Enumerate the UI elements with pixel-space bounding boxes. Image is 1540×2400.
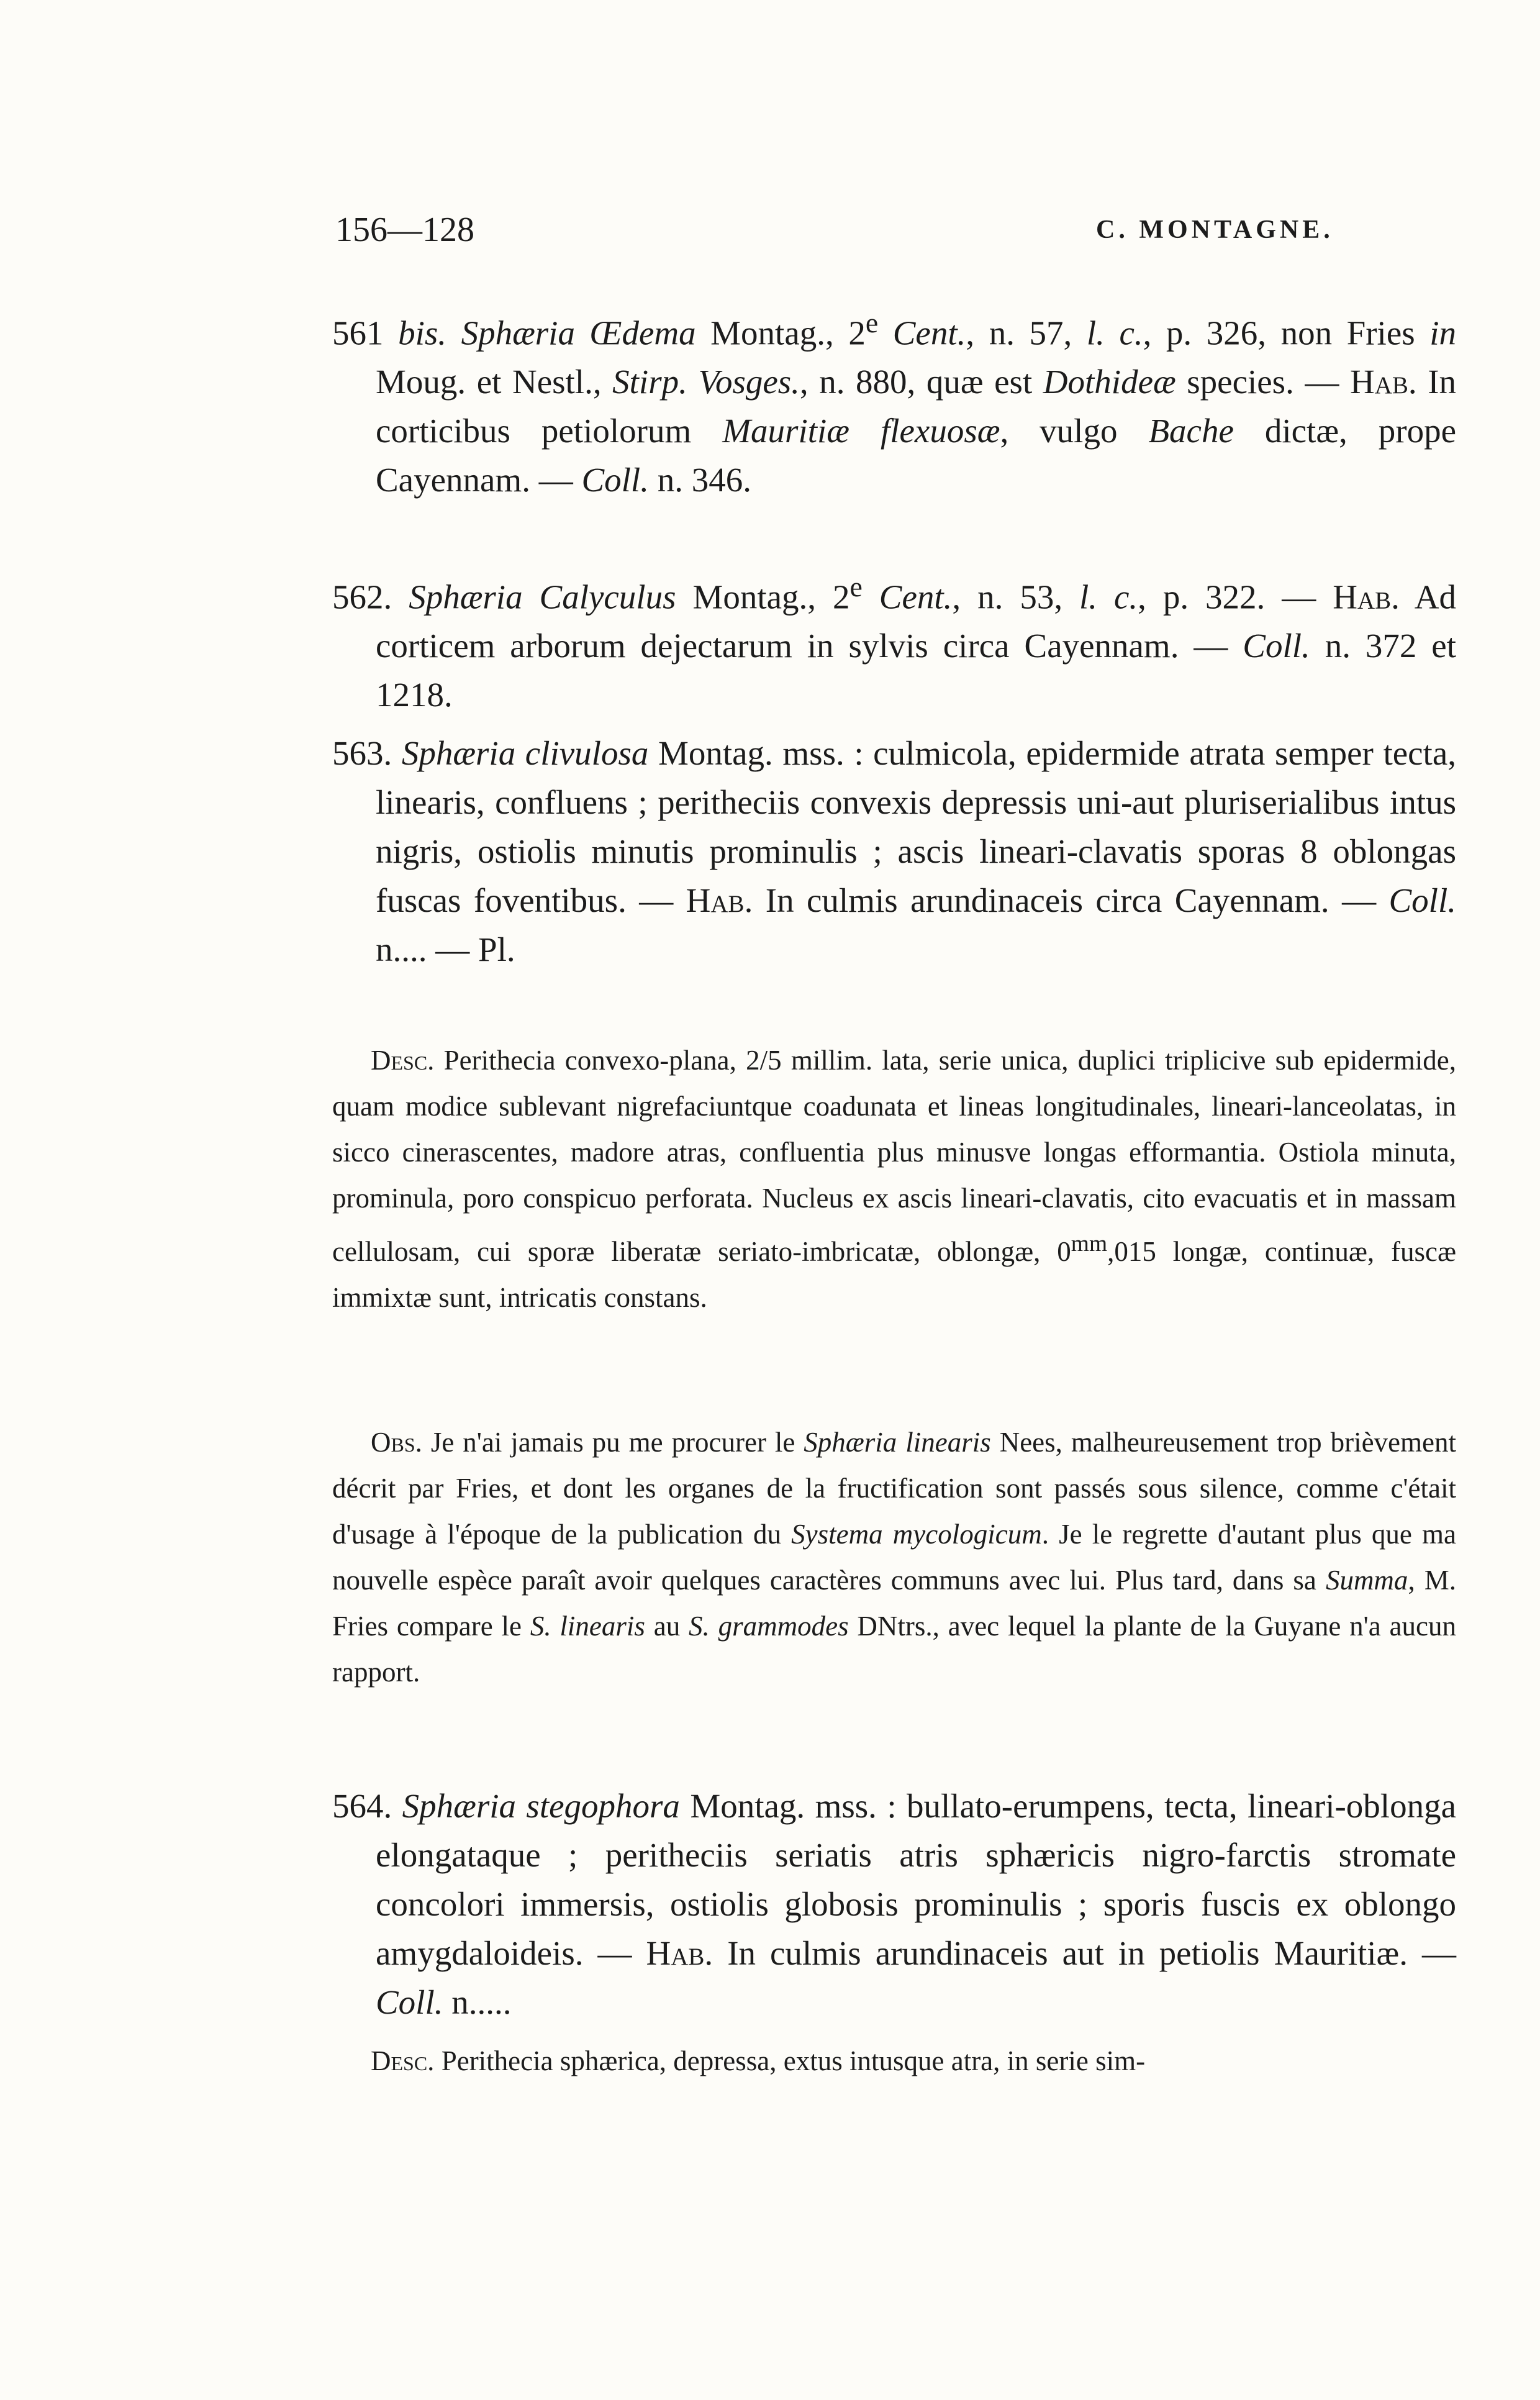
page-header — [335, 205, 1453, 255]
habitat-label: Hab. — [1333, 578, 1400, 616]
running-head: C. MONTAGNE. — [1096, 216, 1334, 244]
habitat-label: Hab. — [646, 1934, 713, 1972]
entry-563: 563. Sphæria clivulosa Montag. mss. : culmicola, epidermide atrata semper tecta, linearis, confluens ; peritheciis convexis depressis uni-aut pluriserialibus intus nigris, ostiolis minutis prominulis ; ascis lineari-clavatis sporas 8 oblongas fuscas foventibus. — Hab. In culmis arundinaceis circa Cayennam. — Coll. n.... — Pl. — [332, 734, 1456, 968]
entry-562: 562. Sphæria Calyculus Montag., 2e Cent., n. 53, l. c., p. 322. — Hab. Ad corticem arborum dejectarum in sylvis circa Cayennam. — Coll. n. 372 et 1218. — [332, 571, 1456, 714]
obs-label: Obs. — [371, 1427, 422, 1458]
species-name: Sphæria stegophora — [402, 1787, 680, 1825]
collection-label: Coll. — [376, 1983, 443, 2021]
species-name: Sphæria Œdema — [461, 314, 696, 352]
desc-label: Desc. — [371, 2045, 435, 2076]
habitat-label: Hab. — [686, 881, 753, 919]
species-name: Sphæria clivulosa — [401, 734, 649, 772]
collection-label: Coll. — [1243, 627, 1310, 665]
habitat-label: Hab. — [1349, 363, 1417, 401]
entry-number: 563. — [332, 734, 392, 772]
desc-label: Desc. — [371, 1045, 435, 1076]
entry-number: 561 — [332, 314, 384, 352]
entry-number: 562. — [332, 578, 392, 616]
entry-suffix: bis. — [383, 314, 447, 352]
description-563: Desc. Perithecia convexo-plana, 2/5 millim. lata, serie unica, duplici triplicive sub epidermide, quam modice sublevant nigrefaciuntque coadunata et lineas longitudinales, lineari-lanceolatas, in sicco cinerascentes, madore atras, confluentia plus minusve longas efformantia. Ostiola minuta, prominula, poro conspicuo perforata. Nucleus ex ascis lineari-clavatis, cito evacuatis et in massam cellulosam, cui sporæ liberatæ seriato-imbricatæ, oblongæ, $0^{mm},015$ longæ, continuæ, fuscæ immixtæ sunt, intricatis constans. — [332, 1045, 1456, 1313]
collection-label: Coll. — [581, 461, 649, 499]
entry-564: 564. Sphæria stegophora Montag. mss. : bullato-erumpens, tecta, lineari-oblonga elongataque ; peritheciis seriatis atris sphæricis nigro-farctis stromate concolori immersis, ostiolis globosis prominulis ; sporis fuscis ex oblongo amygdaloideis. — Hab. In culmis arundinaceis aut in petiolis Mauritiæ. — Coll. n..... — [332, 1787, 1456, 2021]
observation-563: Obs. Je n'ai jamais pu me procurer le Sphæria linearis Nees, malheureusement trop brièvement décrit par Fries, et dont les organes de la fructification sont passés sous silence, comme c'était d'usage à l'époque de la publication du Systema mycologicum. Je le regrette d'autant plus que ma nouvelle espèce paraît avoir quelques caractères communs avec lui. Plus tard, dans sa Summa, M. Fries compare le S. linearis au S. grammodes DNtrs., avec lequel la plante de la Guyane n'a aucun rapport. — [332, 1427, 1456, 1688]
page-number: 156—128 — [335, 211, 474, 249]
collection-label: Coll. — [1388, 881, 1456, 919]
species-name: Sphæria Calyculus — [409, 578, 676, 616]
description-564: Desc. Perithecia sphærica, depressa, extus intusque atra, in serie sim- — [371, 2045, 1146, 2076]
entry-561-bis: 561 bis. Sphæria Œdema Montag., 2e Cent., n. 57, l. c., p. 326, non Fries in Moug. et Nestl., Stirp. Vosges., n. 880, quæ est Dothideæ species. — Hab. In corticibus petiolorum Mauritiæ flexuosæ, vulgo Bache dictæ, prope Cayennam. — Coll. n. 346. — [332, 307, 1457, 499]
entry-number: 564. — [332, 1787, 392, 1825]
